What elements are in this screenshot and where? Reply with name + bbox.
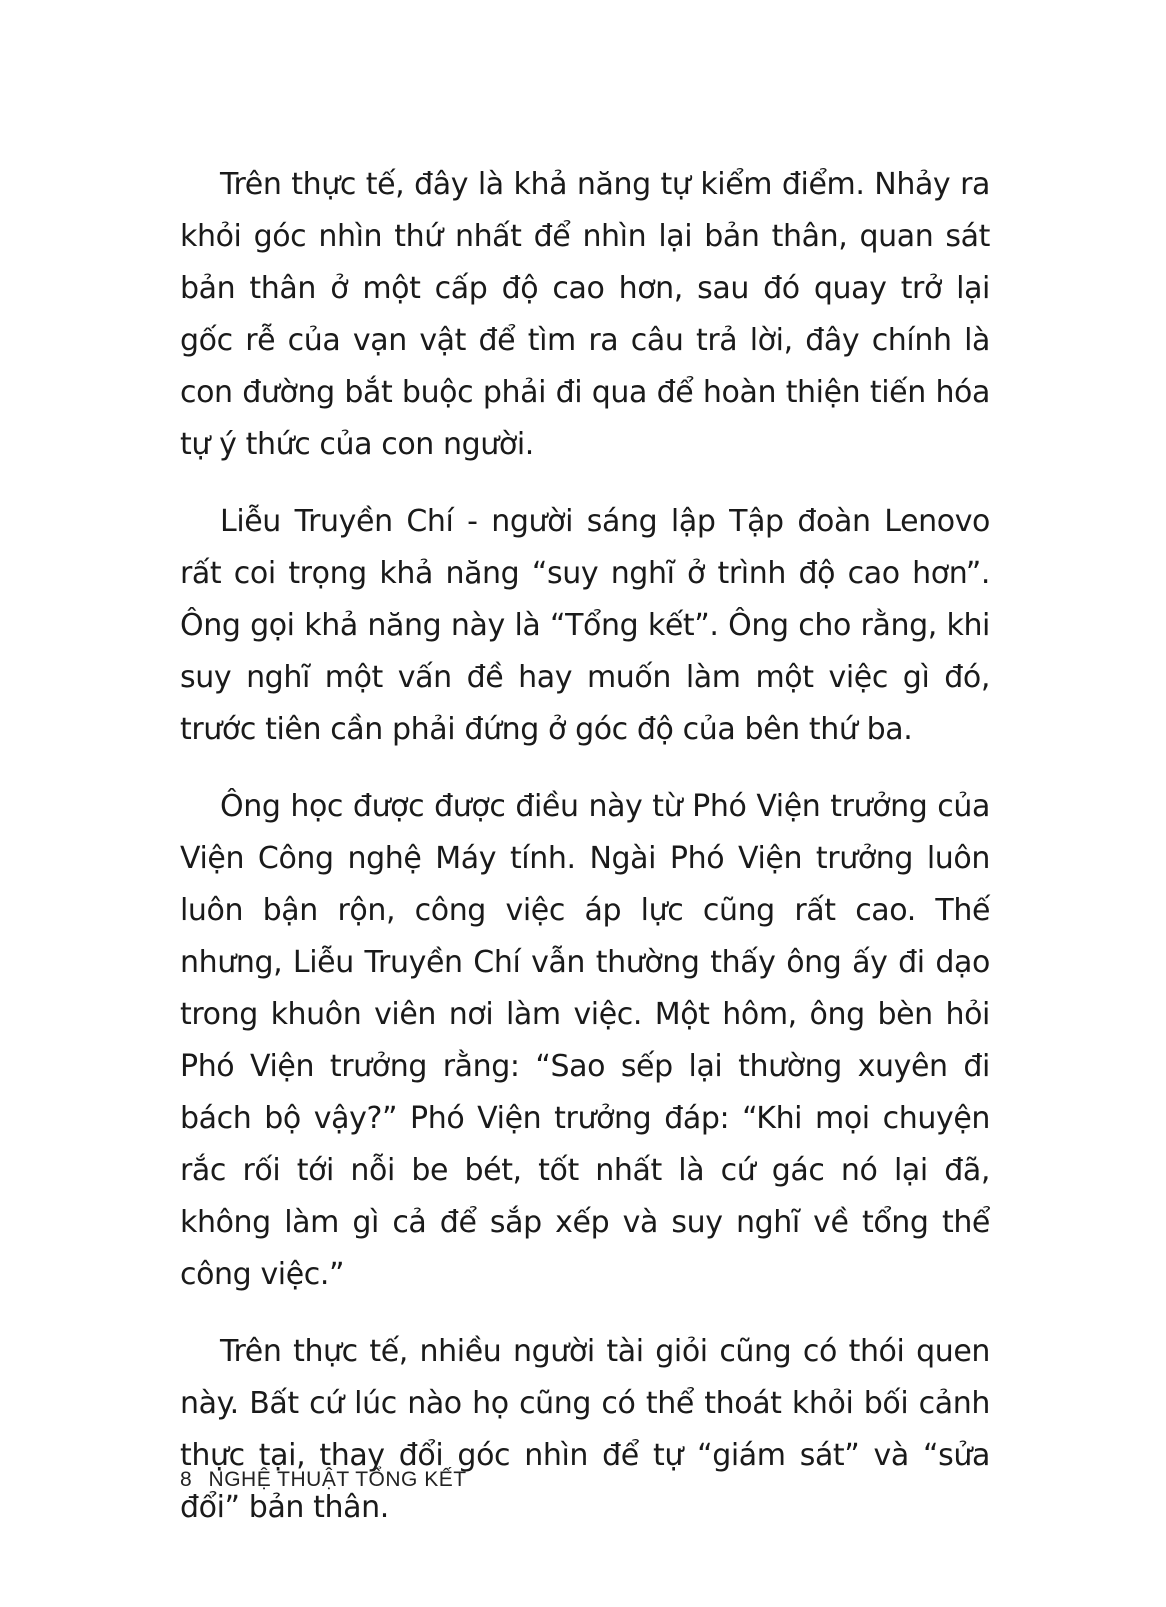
- body-paragraph-1: Trên thực tế, đây là khả năng tự kiểm điểm. Nhảy ra khỏi góc nhìn thứ nhất để nhìn lại bản thân, quan sát bản thân ở một cấp độ cao hơn, sau đó quay trở lại gốc rễ của vạn vật để tìm ra câu trả lời, đây chính là con đường bắt buộc phải đi qua để hoàn thiện tiến hóa tự ý thức của con người.: [180, 167, 990, 462]
- page-body: [180, 159, 990, 1559]
- body-paragraph-2: Liễu Truyền Chí - người sáng lập Tập đoàn Lenovo rất coi trọng khả năng “suy nghĩ ở trình độ cao hơn”. Ông gọi khả năng này là “Tổng kết”. Ông cho rằng, khi suy nghĩ một vấn đề hay muốn làm một việc gì đó, trước tiên cần phải đứng ở góc độ của bên thứ ba.: [180, 504, 990, 747]
- page-number: 8: [180, 1468, 193, 1491]
- body-paragraph-3: Ông học được được điều này từ Phó Viện trưởng của Viện Công nghệ Máy tính. Ngài Phó Viện trưởng luôn luôn bận rộn, công việc áp lực cũng rất cao. Thế nhưng, Liễu Truyền Chí vẫn thường thấy ông ấy đi dạo trong khuôn viên nơi làm việc. Một hôm, ông bèn hỏi Phó Viện trưởng rằng: “Sao sếp lại thường xuyên đi bách bộ vậy?” Phó Viện trưởng đáp: “Khi mọi chuyện rắc rối tới nỗi be bét, tốt nhất là cứ gác nó lại đã, không làm gì cả để sắp xếp và suy nghĩ về tổng thể công việc.”: [180, 789, 990, 1292]
- page-footer: [180, 1468, 467, 1492]
- running-title: NGHỆ THUẬT TỔNG KẾT: [208, 1468, 467, 1491]
- body-paragraph-4: Trên thực tế, nhiều người tài giỏi cũng có thói quen này. Bất cứ lúc nào họ cũng có thể thoát khỏi bối cảnh thực tại, thay đổi góc nhìn để tự “giám sát” và “sửa đổi” bản thân.: [180, 1334, 990, 1525]
